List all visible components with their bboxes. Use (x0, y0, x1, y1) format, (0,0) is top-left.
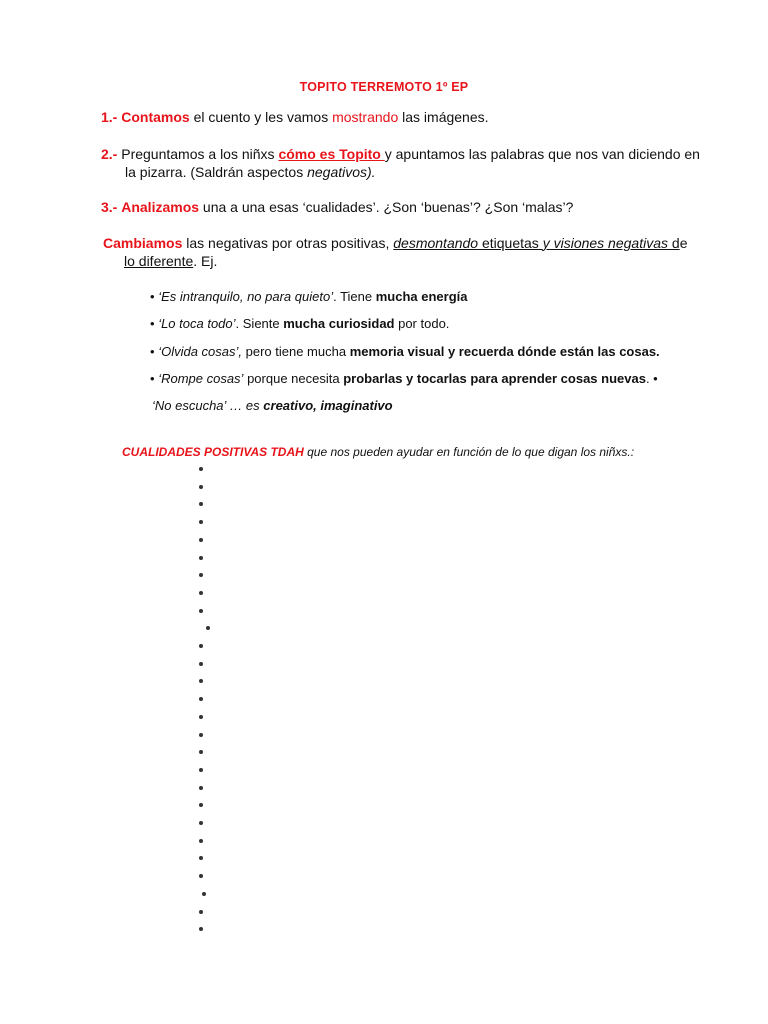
empty-bullet-dot (199, 839, 203, 843)
empty-bullet-dot (199, 573, 203, 577)
example-4-bold: probarlas y tocarlas para aprender cosas nuevas (343, 371, 646, 386)
empty-bullet-dot (199, 591, 203, 595)
step-2-number: 2.- (101, 146, 118, 162)
empty-bullet-dot (199, 821, 203, 825)
empty-bullet-dot (206, 626, 210, 630)
example-5-quote: ‘No escucha’ … es (152, 398, 264, 413)
example-2-tail: por todo. (394, 316, 450, 331)
cambiamos-paragraph (103, 234, 687, 253)
example-1 (150, 288, 467, 306)
empty-bullet-dot (199, 874, 203, 878)
empty-bullet-dot (202, 892, 206, 896)
empty-bullet-dot (199, 467, 203, 471)
empty-bullet-dot (199, 910, 203, 914)
cambiamos-underline-3: y visiones negativas (542, 235, 668, 251)
empty-bullet-dot (199, 502, 203, 506)
example-4-text: porque necesita (243, 371, 344, 386)
step-2-text-a: Preguntamos a los niñxs (117, 146, 279, 162)
step-2-line-2-italic: negativos). (307, 164, 376, 180)
empty-bullet-dot (199, 520, 203, 524)
example-2-text: . Siente (235, 316, 284, 331)
cambiamos-lead: Cambiamos (103, 235, 183, 251)
example-3 (150, 343, 660, 361)
empty-bullet-dot (199, 768, 203, 772)
empty-bullet-dot (199, 856, 203, 860)
example-2 (150, 315, 449, 333)
example-3-bold: memoria visual y recuerda dónde están las cosas. (349, 344, 660, 359)
example-3-quote: ‘Olvida cosas’, (158, 344, 242, 359)
example-4-quote: ‘Rompe cosas’ (158, 371, 244, 386)
empty-bullet-dot (199, 803, 203, 807)
bullet-icon: • (150, 344, 155, 359)
example-3-text: pero tiene mucha (242, 344, 350, 359)
step-2-text-b: y apuntamos las palabras que nos van diciendo en (384, 146, 700, 162)
empty-bullet-dot (199, 715, 203, 719)
step-1-number: 1.- (101, 109, 118, 125)
cambiamos-underline-1: desmontando (393, 235, 479, 251)
step-2-line-2-text: la pizarra. (Saldrán aspectos (125, 164, 308, 180)
step-1-text-b: las imágenes. (398, 109, 489, 125)
cambiamos-underline-4: d (668, 235, 680, 251)
empty-bullet-dot (199, 609, 203, 613)
empty-bullet-dot (199, 485, 203, 489)
cualidades-lead: CUALIDADES POSITIVAS TDAH (122, 445, 304, 459)
empty-bullet-dot (199, 786, 203, 790)
step-3-lead: Analizamos (121, 199, 200, 215)
step-1-text-a: el cuento y les vamos (189, 109, 333, 125)
step-1-lead: Contamos (121, 109, 190, 125)
step-2-highlight: cómo es Topito (278, 146, 385, 162)
empty-bullet-dot (199, 538, 203, 542)
example-4-tail: . • (645, 371, 658, 386)
empty-bullet-dot (199, 927, 203, 931)
example-1-quote: ‘Es intranquilo, no para quieto’ (158, 289, 334, 304)
cambiamos-line-2-text: . Ej. (193, 253, 218, 269)
bullet-icon: • (150, 289, 155, 304)
bullet-icon: • (150, 371, 155, 386)
example-5 (152, 397, 393, 415)
example-1-bold: mucha energía (375, 289, 468, 304)
empty-bullet-dot (199, 697, 203, 701)
bullet-icon: • (150, 316, 155, 331)
cambiamos-text-a: las negativas por otras positivas, (182, 235, 394, 251)
empty-bullet-dot (199, 679, 203, 683)
step-1-highlight: mostrando (332, 109, 399, 125)
empty-bullet-dot (199, 644, 203, 648)
empty-bullet-dot (199, 750, 203, 754)
document-title: TOPITO TERREMOTO 1º EP (299, 80, 469, 94)
cambiamos-line-2 (124, 252, 217, 271)
cambiamos-line-2-underline: lo diferente (124, 253, 194, 269)
empty-bullet-dot (199, 733, 203, 737)
example-2-quote: ‘Lo toca todo’ (158, 316, 236, 331)
cambiamos-text-b: e (679, 235, 688, 251)
step-3-number: 3.- (101, 199, 118, 215)
step-3-text: una a una esas ‘cualidades’. ¿Son ‘buenas’? ¿Son ‘malas’? (199, 199, 574, 215)
example-1-text: . Tiene (333, 289, 376, 304)
example-2-bold: mucha curiosidad (283, 316, 395, 331)
step-2-line-2 (125, 163, 376, 182)
step-1 (101, 108, 489, 127)
step-2 (101, 145, 700, 164)
example-4 (150, 370, 658, 388)
empty-bullet-dot (199, 556, 203, 560)
step-3 (101, 198, 573, 217)
empty-bullet-dot (199, 662, 203, 666)
cualidades-heading (122, 444, 634, 460)
example-5-bold: creativo, imaginativo (263, 398, 393, 413)
cualidades-text: que nos pueden ayudar en función de lo que digan los niñxs.: (303, 445, 635, 459)
cambiamos-underline-2: etiquetas (478, 235, 543, 251)
